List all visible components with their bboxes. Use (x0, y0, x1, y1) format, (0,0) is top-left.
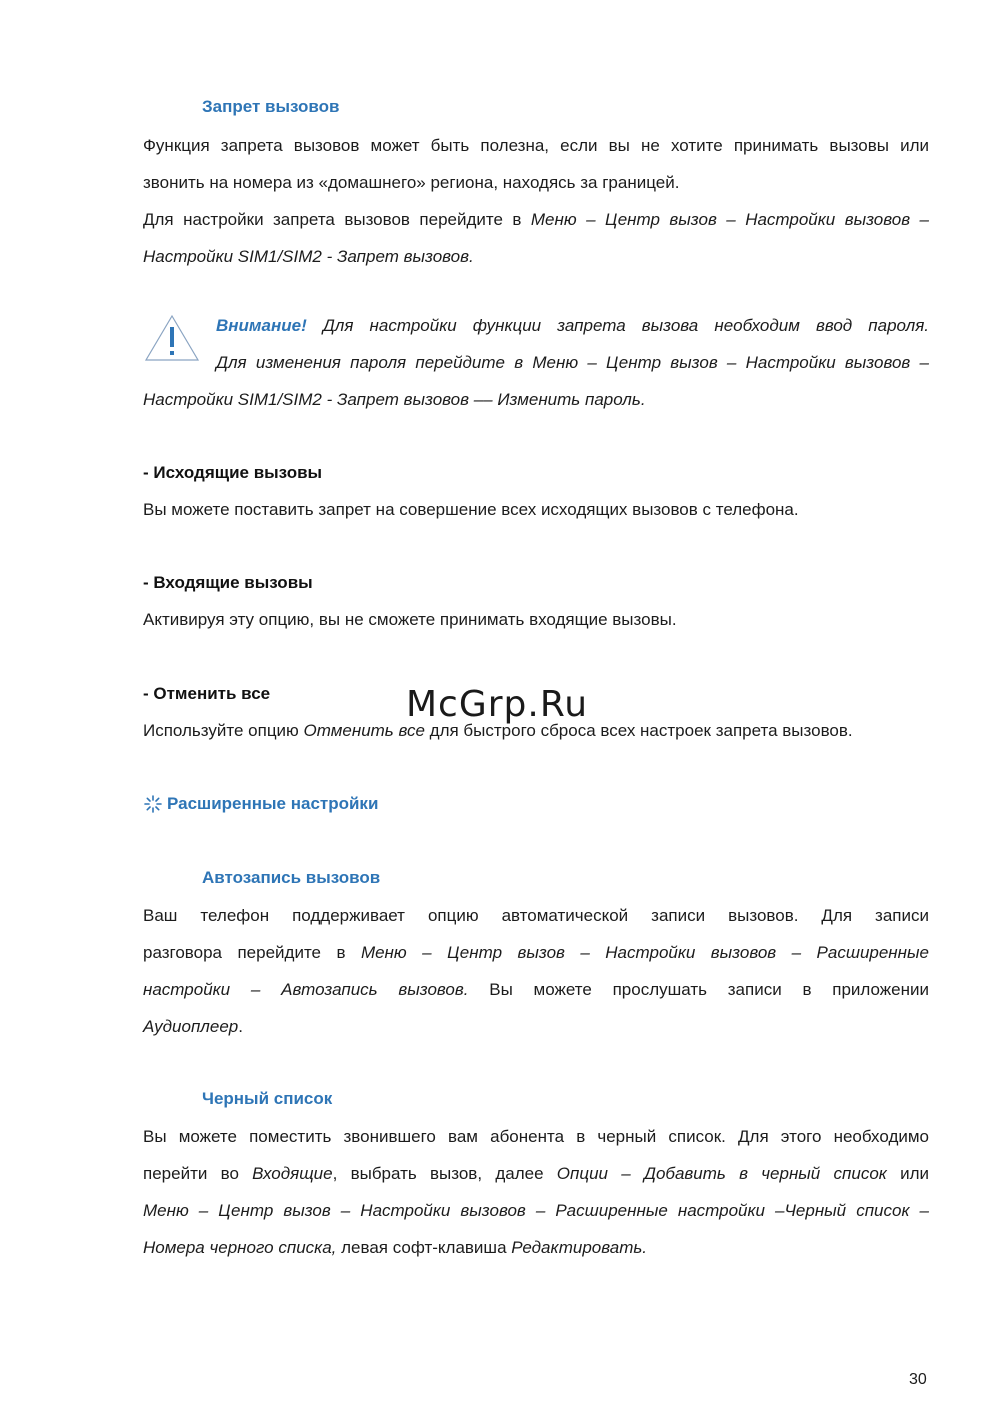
text-span: Вы можете прослушать записи в приложении (468, 980, 929, 999)
text-span: для быстрого сброса всех настроек запрета вызовов. (424, 721, 853, 740)
text-line (143, 1192, 929, 1229)
loading-spinner-icon (143, 794, 163, 814)
text-span: левая софт-клавиша (336, 1238, 512, 1257)
menu-path: Меню – Центр вызов – Настройки вызовов – Расширенные настройки –Черный список – (143, 1201, 929, 1220)
warning-icon (143, 313, 201, 363)
text-span: Для настройки запрета вызовов перейдите в (143, 210, 531, 229)
warning-label: Внимание! (216, 316, 307, 335)
outgoing-text (143, 491, 929, 528)
menu-path: Входящие (252, 1164, 333, 1183)
page-number: 30 (909, 1371, 927, 1388)
menu-path: Меню – Центр вызов – Настройки вызовов – Расширенные (360, 943, 929, 962)
text-line: Ваш телефон поддерживает опцию автоматической записи вызовов. Для записи (143, 906, 929, 925)
menu-path: Редактировать. (511, 1238, 648, 1257)
blacklist-text (143, 1118, 929, 1266)
incoming-heading: - Входящие вызовы (143, 573, 313, 592)
text-span: или (886, 1164, 930, 1183)
text-line (143, 1229, 929, 1266)
text-span: . (238, 1017, 243, 1036)
text-line: Активируя эту опцию, вы не сможете принимать входящие вызовы. (143, 610, 677, 629)
text-line (143, 934, 929, 971)
section-title: Расширенные настройки (167, 794, 379, 813)
text-span: , выбрать вызов, далее (332, 1164, 557, 1183)
menu-path: настройки – Автозапись вызовов. (143, 980, 469, 999)
option-name: Отменить все (303, 721, 425, 740)
text-line (216, 307, 929, 344)
text-span: перейти во (143, 1164, 253, 1183)
warning-note-cont (143, 381, 929, 418)
text-line (143, 1155, 929, 1192)
warning-text: Для настройки функции запрета вызова необходим ввод пароля. (306, 316, 929, 335)
watermark: McGrp.Ru (406, 684, 589, 725)
text-line (143, 381, 929, 418)
text-line: Вы можете поместить звонившего вам абонента в черный список. Для этого необходимо (143, 1127, 929, 1146)
text-line (216, 344, 929, 381)
text-span: Используйте опцию (143, 721, 304, 740)
text-line (143, 201, 929, 238)
text-line: звонить на номера из «домашнего» региона, находясь за границей. (143, 173, 680, 192)
text-line (143, 1008, 929, 1045)
incoming-text (143, 601, 929, 638)
warning-note (216, 307, 929, 381)
menu-path: Опции – Добавить в черный список (556, 1164, 887, 1183)
autorecord-text (143, 897, 929, 1045)
blacklist-heading: Черный список (202, 1089, 333, 1108)
text-line: Функция запрета вызовов может быть полезна, если вы не хотите принимать вызовы или (143, 136, 929, 155)
advanced-settings-heading (143, 794, 378, 814)
text-line (143, 971, 929, 1008)
menu-path: Настройки SIM1/SIM2 - Запрет вызовов. (143, 247, 474, 266)
text-span: разговора перейдите в (143, 943, 361, 962)
cancel-all-heading: - Отменить все (143, 684, 271, 703)
menu-path: Меню – Центр вызов – Настройки вызовов – (530, 210, 929, 229)
app-name: Аудиоплеер (143, 1017, 239, 1036)
outgoing-heading: - Исходящие вызовы (143, 463, 323, 482)
autorecord-heading: Автозапись вызовов (202, 868, 381, 887)
warning-text: Для изменения пароля перейдите в Меню – Центр вызов – Настройки вызовов – (216, 353, 929, 372)
text-line (143, 238, 929, 275)
text-line: Вы можете поставить запрет на совершение всех исходящих вызовов с телефона. (143, 500, 799, 519)
menu-path: Номера черного списка, (143, 1238, 337, 1257)
call-barring-intro (143, 127, 929, 275)
call-barring-heading: Запрет вызовов (202, 97, 340, 116)
warning-text: Настройки SIM1/SIM2 - Запрет вызовов –– Изменить пароль. (143, 390, 646, 409)
